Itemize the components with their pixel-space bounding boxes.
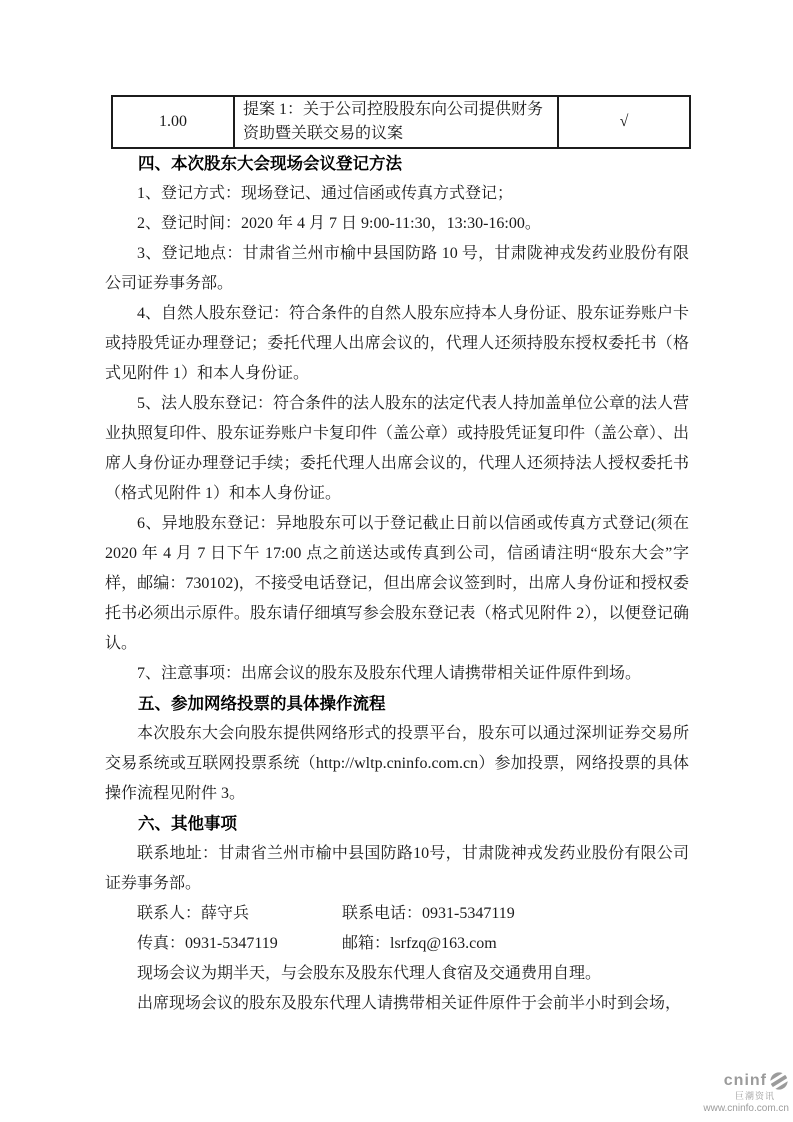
registration-item-4: 4、自然人股东登记：符合条件的自然人股东应持本人身份证、股东证券账户卡或持股凭证办理登记；委托代理人出席会议的，代理人还须持股东授权委托书（格式见附件 1）和本人身份证。 (105, 305, 690, 382)
section-other-heading: 六、其他事项 (138, 815, 237, 833)
section-registration-heading: 四、本次股东大会现场会议登记方法 (138, 155, 402, 173)
proposal-vote-table (111, 95, 691, 149)
registration-item-5: 5、法人股东登记：符合条件的法人股东的法定代表人持加盖单位公章的法人营业执照复印件、股东证券账户卡复印件（盖公章）或持股凭证复印件（盖公章）、出席人身份证办理登记手续；委托代理人出席会议的，代理人还须持法人授权委托书（格式见附件 1）和本人身份证。 (105, 395, 690, 502)
online-voting-paragraph: 本次股东大会向股东提供网络形式的投票平台，股东可以通过深圳证券交易所交易系统或互联网投票系统（http://wltp.cninfo.com.cn）参加投票，网络投票的具体操作流程见附件 3。 (105, 725, 689, 802)
proposal-sequence-cell: 1.00 (112, 96, 234, 148)
document-content (105, 95, 689, 1019)
proposal-vote-checkmark-cell: √ (558, 96, 690, 148)
contact-address: 联系地址：甘肃省兰州市榆中县国防路10号，甘肃陇神戎发药业股份有限公司证券事务部。 (105, 845, 689, 892)
contact-name: 联系人：薛守兵 (137, 905, 250, 922)
proposal-title-cell: 提案 1：关于公司控股股东向公司提供财务资助暨关联交易的议案 (234, 96, 558, 148)
registration-item-6: 6、异地股东登记：异地股东可以于登记截止日前以信函或传真方式登记(须在 2020 年 4 月 7 日下午 17:00 点之前送达或传真到公司，信函请注明“股东大会”字样，邮编：730102)，不接受电话登记，但出席会议签到时，出席人身份证和授权委托书必须出示原件。股东请仔细填写参会股东登记表（格式见附件 2），以便登记确认。 (105, 515, 689, 652)
note-arrival-requirement: 出席现场会议的股东及股东代理人请携带相关证件原件于会前半小时到会场， (137, 995, 682, 1012)
cninfo-watermark (703, 1071, 789, 1114)
cninfo-brand-row (703, 1071, 789, 1091)
table-row (112, 96, 690, 148)
contact-fax: 传真：0931-5347119 (137, 935, 278, 952)
contact-row-1 (105, 899, 689, 929)
contact-phone: 联系电话：0931-5347119 (342, 905, 515, 922)
cninfo-swirl-icon (769, 1071, 789, 1091)
cninfo-brand-text: cninf (723, 1071, 767, 1089)
contact-email: 邮箱：lsrfzq@163.com (342, 935, 497, 952)
registration-item-7: 7、注意事项：出席会议的股东及股东代理人请携带相关证件原件到场。 (137, 665, 642, 682)
cninfo-chinese-name: 巨潮资讯 (734, 1091, 775, 1102)
contact-row-2 (105, 929, 689, 959)
section-online-voting-heading: 五、参加网络投票的具体操作流程 (138, 695, 386, 713)
registration-item-3: 3、登记地点：甘肃省兰州市榆中县国防路 10 号，甘肃陇神戎发药业股份有限公司证券事务部。 (105, 245, 689, 292)
cninfo-url: www.cninfo.com.cn (703, 1102, 789, 1114)
registration-item-1: 1、登记方式：现场登记、通过信函或传真方式登记； (137, 185, 514, 202)
note-meeting-duration: 现场会议为期半天，与会股东及股东代理人食宿及交通费用自理。 (137, 965, 602, 982)
registration-item-2: 2、登记时间：2020 年 4 月 7 日 9:00-11:30，13:30-16:00。 (137, 215, 541, 232)
